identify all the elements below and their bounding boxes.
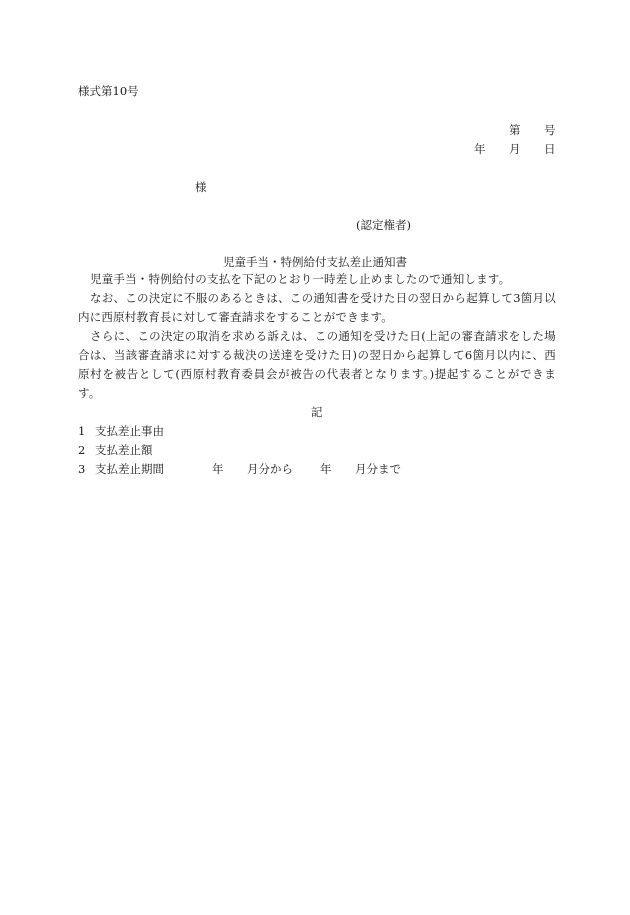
period-to: 月分まで (355, 462, 401, 476)
item-2-label: 支払差止額 (95, 443, 153, 457)
period-year-1: 年 (212, 462, 224, 476)
item-3-label: 支払差止期間 (95, 462, 164, 476)
lawsuit-paragraph: さらに、この決定の取消を求める訴えは、この通知を受けた日(上記の審査請求をした場合は、当該審査請求に対する裁決の送達を受けた日)の翌日から起算して6箇月以内に、西原村を被告として(西原村教育委員会が被告の代表者となります。)提起することができます。 (78, 329, 556, 400)
period-year-2: 年 (320, 462, 332, 476)
date-year: 年 (474, 142, 486, 156)
item-1-number: 1 (78, 424, 86, 438)
intro-paragraph: 児童手当・特例給付の支払を下記のとおり一時差し止めましたので通知します。 (90, 272, 511, 286)
date-month: 月 (509, 142, 521, 156)
item-2-number: 2 (78, 443, 86, 457)
form-number: 様式第10号 (78, 84, 139, 98)
doc-number-prefix: 第 (509, 123, 521, 137)
issuer: (認定権者) (356, 218, 411, 232)
appeal-paragraph: なお、この決定に不服のあるときは、この通知書を受けた日の翌日から起算して3箇月以内に西原村教育長に対して審査請求をすることができます。 (78, 291, 556, 324)
doc-number-suffix: 号 (544, 123, 556, 137)
period-from: 月分から (247, 462, 293, 476)
document-title: 児童手当・特例給付支払差止通知書 (223, 255, 407, 269)
addressee-suffix: 様 (195, 180, 207, 194)
ki-heading: 記 (311, 405, 323, 419)
item-3-number: 3 (78, 462, 86, 476)
date-day: 日 (544, 142, 556, 156)
item-1-label: 支払差止事由 (95, 424, 164, 438)
